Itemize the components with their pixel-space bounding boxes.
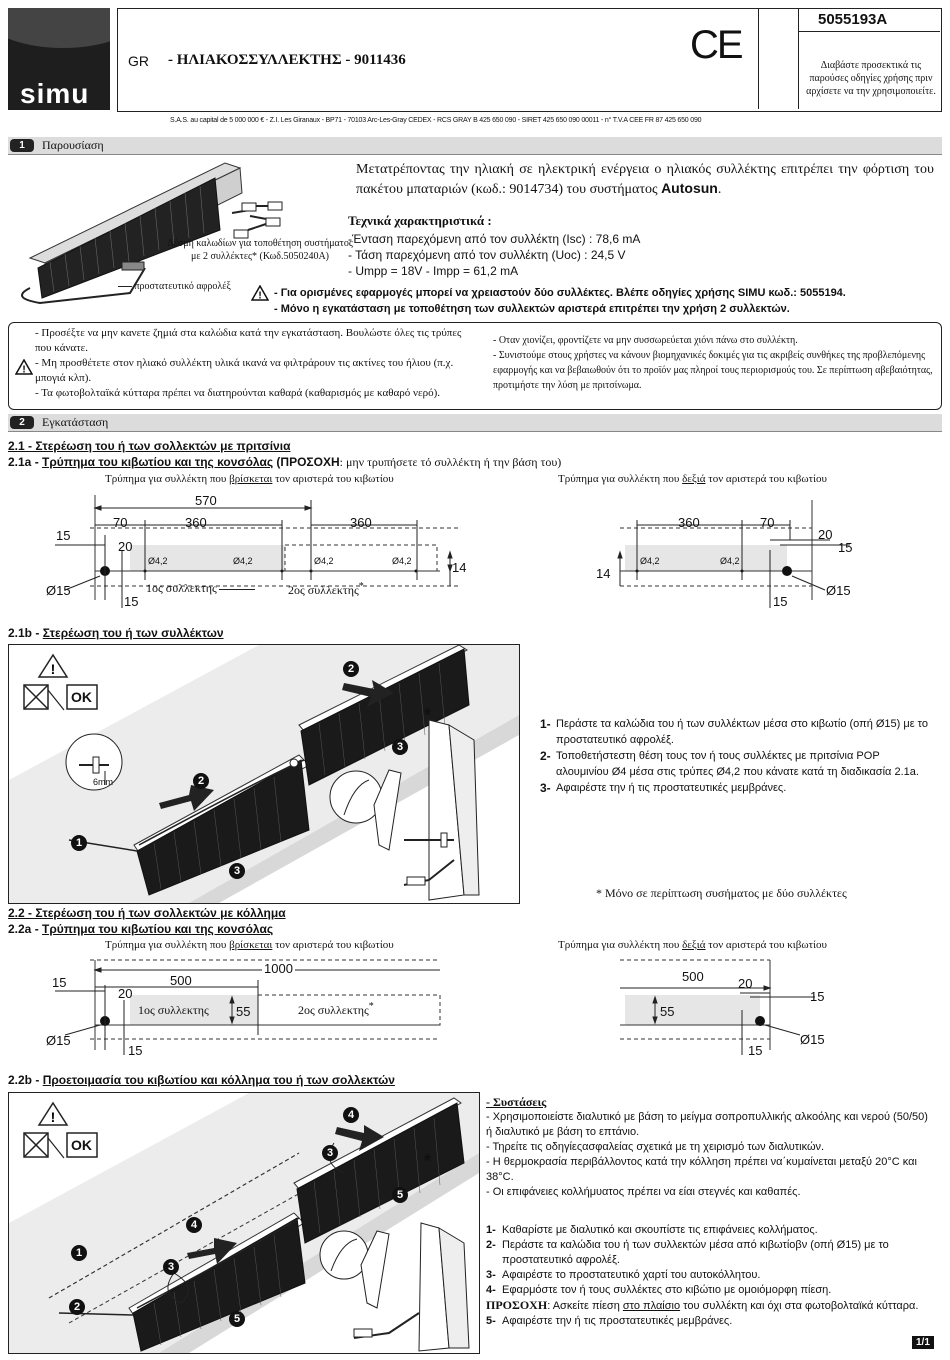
tech-line-2: - Τάση παρεχόμενη από τον συλλέκτη (Uoc) : 24,5 V [348, 248, 626, 262]
glue-star: * [424, 1151, 432, 1171]
glue-diagram-left: 1000 500 15 20 55 1ος συλλεκτης 2ος συλλεκτης* Ø15 15 [0, 955, 470, 1065]
6mm-label: 6mm [93, 777, 113, 787]
glue-diagram-right: 500 20 15 55 Ø15 15 [580, 955, 940, 1065]
warning-line-2: - Μόνο η εγκατάσταση με τοποθέτηση των συλλεκτών αριστερά επιτρέπει την χρήση 2 συλλεκτών. [274, 303, 790, 315]
tech-title: Τεχνικά χαρακτηριστικά : [348, 213, 492, 228]
drilling-diagram-right: 360 70 20 15 14 Ø4,2 Ø4,2 Ø15 15 [596, 515, 853, 609]
page-number: 1/1 [912, 1336, 934, 1349]
heading-2-2a: 2.2a - Τρύπημα του κιβωτίου και της κονσόλας [8, 922, 274, 936]
svg-text:!: ! [258, 290, 262, 301]
step-badge-2-top: 2 [343, 661, 359, 677]
drilling-diagram-left: 570 70 360 360 15 20 14 Ø4,2 Ø4,2 Ø4,2 Ø4,2 Ø15 15 1ος συλλεκτης 2ος συλλεκτης* [46, 493, 467, 609]
step-badge-3-low: 3 [229, 863, 245, 879]
section-1-header: 1 Παρουσίαση [8, 137, 942, 155]
svg-text:!: ! [22, 364, 26, 375]
ok-label-2: OK [71, 1137, 92, 1153]
heading-2-1: 2.1 - Στερέωση του ή των σολλεκτών με πριτσίνια [8, 439, 291, 453]
heading-2-2: 2.2 - Στερέωση του ή των σολλεκτών με κόλλημα [8, 906, 286, 920]
doc-title: - ΗΛΙΑΚΟΣΣΥΛΛΕΚΤΗΣ - 9011436 [168, 52, 406, 68]
notice-text: Διαβάστε προσεκτικά τις παρούσες οδηγίες χρήσης πριν αρχίσετε να την χρησιμοποιείτε. [806, 60, 936, 97]
tech-line-3: - Umpp = 18V - Impp = 61,2 mA [348, 264, 519, 278]
step-badge-3-top: 3 [392, 739, 408, 755]
glue-badge-4-top: 4 [343, 1107, 359, 1123]
steps-glue: 1- Καθαρίστε με διαλυτικό και σκουπίστε τις επιφάνειες κολλήματος. 2- Περάστε τα καλώδια του ή των συλλεκτών μέσα από κιβωτίοβν (οπή Ø15) με το προστατευτικό αφρολέξ. 3- Αφαιρέστε το προστατευτικό χαρτί του αυτοκόλλητου. 4- Εφαρμόστε τον ή τους συλλέκτες στο κιβώτιο με ομοιόμορφη πίεση. ΠΡΟΣΟΧΗ: Ασκείτε πίεση στο πλαίσιο του συλλέκτη και όχι στα φωτοβολταϊκά κύτταρα. 5- Αφαιρέστε την ή τις προστατευτικές μεμβράνες. [486, 1224, 919, 1327]
glue-badge-5-top: 5 [392, 1187, 408, 1203]
lang-code: GR [128, 53, 149, 69]
glue-badge-1: 1 [71, 1245, 87, 1261]
glue-illustration-box [8, 1092, 480, 1354]
warning-icon [15, 359, 33, 375]
heading-2-2b: 2.2b - Προετοιμασία του κιβωτίου και κόλλημα του ή των σολλεκτών [8, 1073, 395, 1087]
header-box [117, 8, 942, 112]
cable-caption: Δέσμη καλωδίων για τοποθέτηση συστήματος με 2 συλλέκτες* (Κωδ.5050240A) [167, 238, 353, 262]
heading-2-1b: 2.1b - Στερέωση του ή των συλλέκτων [8, 626, 224, 640]
warning-icon [251, 285, 269, 301]
step-badge-1: 1 [71, 835, 87, 851]
doc-code: 5055193A [818, 11, 888, 28]
heading-2-1a: 2.1a - Τρύπημα του κιβωτίου και της κονσόλας (ΠΡΟΣΟΧΗ: μην τρυπήσετε τό συλλέκτη ή την βάση του) [8, 455, 562, 469]
rivet-illustration-box [8, 644, 520, 904]
drill-left-caption: Τρύπημα για συλλέκτη που βρίσκεται τον αριστερά του κιβωτίου [105, 473, 394, 485]
logo: simu [8, 8, 110, 110]
ce-mark: CE [690, 23, 742, 67]
foam-caption: προστατευτικό αφρολέξ [118, 281, 231, 292]
glue-badge-3-mid: 3 [163, 1259, 179, 1275]
svg-text:!: ! [50, 661, 56, 677]
warnings-box [8, 322, 942, 410]
warnings-left: - Προσέξτε να μην κανετε ζημιά στα καλώδια κατά την εγκατάσταση. Βουλώστε όλες τις τρύπες που κάνατε. - Μη προσθέτετε στον ηλιακό συλλέκτη υλικά ικανά να φιλτράρουν τις ακτίνες του ήλιου (π.χ. μπογιά κλπ). - Τα φωτοβολταϊκά κύτταρα πρέπει να διατηρούνται καθαρά (καθαρισμός με καθαρό νερό). [35, 327, 462, 399]
ok-label: OK [71, 689, 92, 705]
two-collector-star: * [424, 705, 432, 725]
drill-right-caption-2: Τρύπημα για συλλέκτη που δεξιά τον αριστερά του κιβωτίου [558, 939, 827, 951]
section-2-header: 2 Εγκατάσταση [8, 414, 942, 432]
company-line: S.A.S. au capital de 5 000 000 € - Z.I. Les Giranaux - BP71 - 70103 Arc-Les-Gray CEDEX - RCS GRAY B 425 650 090 - SIRET 425 650 090 00011 - n° T.V.A CEE FR 87 425 650 090 [170, 117, 702, 124]
tech-line-1: -Ένταση παρεχόμενη από τον συλλέκτη (Isc) : 78,6 mA [348, 232, 641, 246]
step-badge-2-mid: 2 [193, 773, 209, 789]
svg-text:!: ! [50, 1109, 56, 1125]
recommendations: - Συστάσεις - Χρησιμοποιείστε διαλυτικό με βάση το μείγμα σοπροπυλλικής αλκοόλης και νερού (50/50) ή διαλυτικό με βάση το επτάνιο. - Τηρείτε τις οδηγίεςασφαλείας σχετικά με τη χειρισμό των διαλυτικών. - Η θερμοκρασία περιβάλλοντος κατά την κόλληση πρέπει να΄κυμαίνεται μεταξύ 20°C και 38°C. - Οι επιφάνειες κολλήμυατος πρέπει να είαι στεγνές και καθαπές. [486, 1095, 928, 1198]
glue-badge-5-low: 5 [229, 1311, 245, 1327]
drill-right-caption: Τρύπημα για συλλέκτη που δεξιά τον αριστερά του κιβωτίου [558, 473, 827, 485]
warning-line-1: - Για ορισμένες εφαρμογές μπορεί να χρειαστούν δύο συλλέκτες. Βλέπε οδηγίες χρήσης SIMU κωδ.: 5055194. [274, 287, 846, 299]
glue-badge-2: 2 [69, 1299, 85, 1315]
glue-badge-3-top: 3 [322, 1145, 338, 1161]
intro-text: Μετατρέποντας την ηλιακή σε ηλεκτρική ενέργεια ο ηλιακός συλλέκτης επιτρέπει την φόρτιση του πακέτου μπαταριών (κωδ.: 9014734) του συστήματος Autosun. [356, 162, 934, 197]
warnings-right: - Οταν χιονίζει, φροντίζετε να μην συσσωρεύεται χιόνι πάνω στο συλλέκτη. - Συνιστούμε στους χρήστες να κάνουν βιομηχανικές δοκιμές για τις ακριβείς συνθήκες της προβλεπόμενης εφαρμογής και να βεβαιωθούν ότι το προϊόν μας πληροί τους περιορισμούς του. Σε περίπτωση αβεβαιότητας, προτιμήστε την λύση με πριτσίνωμα. [493, 335, 933, 391]
steps-rivet: 1- Περάστε τα καλώδια του ή των συλλέκτων μέσα στο κιβωτίο (οπή Ø15) με το προστατευτικό αφρολέξ. 2- Τοποθετήστεστη θέση τους τον ή τους συλλέκτες με πριτσίνια POP αλουμινίου Ø4 μέσα στις τρύπες Ø4,2 που κάνατε κατά τη διαδικασία 2.1a. 3- Αφαιρέστε την ή τις προστατευτικές μεμβράνες. [540, 717, 928, 795]
glue-badge-4-mid: 4 [186, 1217, 202, 1233]
drill-left-caption-2: Τρύπημα για συλλέκτη που βρίσκεται τον αριστερά του κιβωτίου [105, 939, 394, 951]
note-two-collectors: * Μόνο σε περίπτωση συσήματος με δύο συλλέκτες [596, 886, 847, 900]
